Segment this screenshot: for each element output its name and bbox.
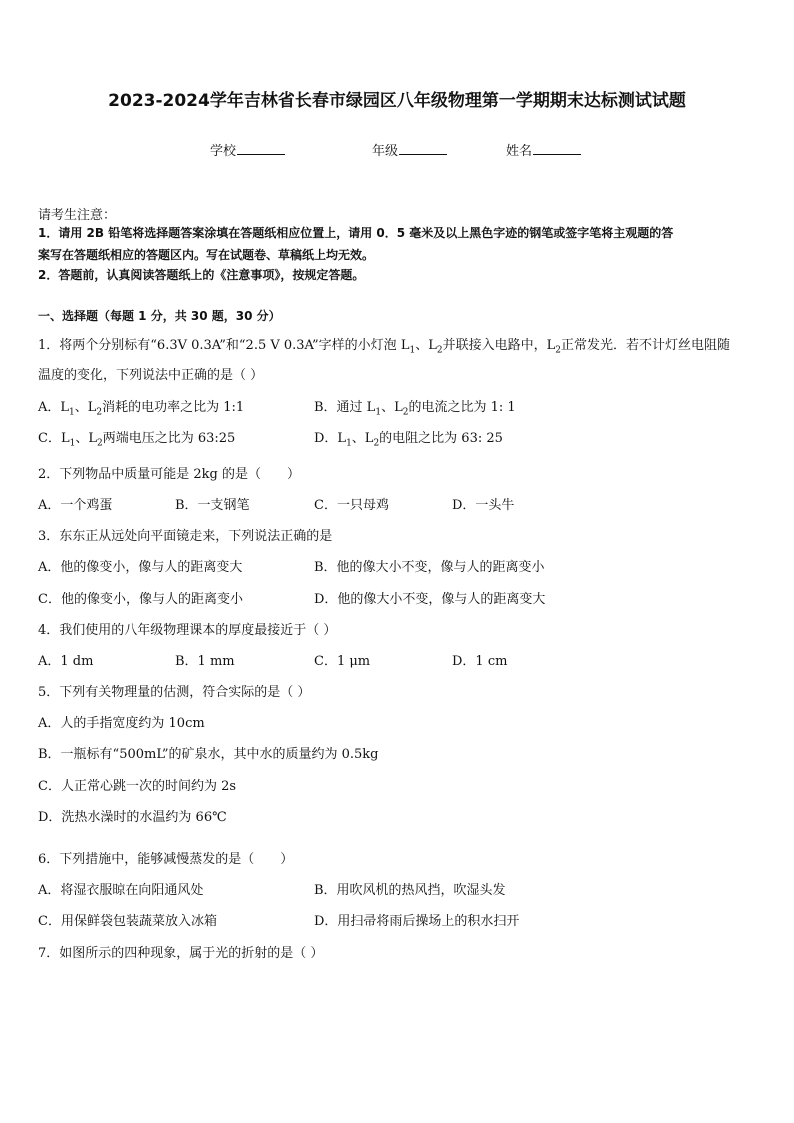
q2-option-d[interactable]: D．一头牛	[452, 498, 515, 513]
school-label: 学校	[210, 144, 237, 159]
name-label: 姓名	[506, 144, 533, 159]
q6-option-b[interactable]: B．用吹风机的热风挡，吹湿头发	[314, 883, 506, 898]
school-field	[210, 140, 285, 159]
q1-text-b: 、L	[415, 338, 437, 353]
opt-text: B．通过 L	[314, 400, 376, 415]
q4-option-b[interactable]: B．1 mm	[175, 654, 235, 669]
opt-text: D．L	[314, 431, 347, 446]
q3-option-d[interactable]: D．他的像大小不变，像与人的距离变大	[314, 592, 546, 607]
q1-text-a: 1．将两个分别标有“6.3V 0.3A”和“2.5 V 0.3A”字样的小灯泡 L	[38, 338, 410, 353]
opt-sub: 1	[346, 438, 352, 449]
opt-text: 、L	[75, 431, 97, 446]
q2-stem: 2．下列物品中质量可能是 2kg 的是（ ）	[38, 467, 301, 482]
q1-option-a[interactable]	[38, 396, 244, 418]
page-title: 2023-2024学年吉林省长春市绿园区八年级物理第一学期期末达标测试试题	[108, 91, 686, 111]
q3-stem: 3．东东正从远处向平面镜走来，下列说法正确的是	[38, 529, 333, 544]
notice-heading: 请考生注意：	[38, 208, 117, 223]
grade-field	[372, 140, 447, 159]
opt-sub: 2	[96, 438, 103, 449]
q1-option-d[interactable]	[314, 427, 503, 449]
opt-sub: 2	[402, 407, 409, 418]
q1-sub: 2	[436, 345, 443, 356]
q7-stem: 7．如图所示的四种现象，属于光的折射的是（ ）	[38, 946, 324, 961]
opt-text: C．L	[38, 431, 70, 446]
opt-text: 、L	[74, 400, 97, 415]
q1-stem-line1	[38, 334, 730, 356]
opt-text: 的电阻之比为 63: 25	[379, 431, 503, 446]
opt-sub: 2	[96, 407, 103, 418]
opt-text: 、L	[351, 431, 374, 446]
opt-text: 、L	[381, 400, 403, 415]
opt-text: A．L	[38, 400, 70, 415]
q5-option-a[interactable]: A．人的手指宽度约为 10cm	[38, 716, 205, 731]
q4-option-a[interactable]: A．1 dm	[38, 654, 94, 669]
q1-option-c[interactable]	[38, 427, 235, 449]
opt-sub: 1	[69, 407, 75, 418]
q6-option-d[interactable]: D．用扫帚将雨后操场上的积水扫开	[314, 914, 520, 929]
q1-text-d: 正常发光．若不计灯丝电阻随	[560, 338, 730, 353]
q2-option-a[interactable]: A．一个鸡蛋	[38, 498, 113, 513]
opt-sub: 1	[375, 407, 382, 418]
section-heading: 一、选择题（每题 1 分，共 30 题，30 分）	[38, 309, 281, 323]
opt-sub: 1	[69, 438, 76, 449]
notice-item-1-cont: 案写在答题纸相应的答题区内。写在试题卷、草稿纸上均无效。	[38, 248, 375, 262]
grade-blank	[399, 142, 447, 155]
q6-option-c[interactable]: C．用保鲜袋包装蔬菜放入冰箱	[38, 914, 217, 929]
q5-option-c[interactable]: C．人正常心跳一次的时间约为 2s	[38, 779, 237, 794]
q4-stem: 4．我们使用的八年级物理课本的厚度最接近于（ ）	[38, 623, 337, 638]
q5-stem: 5．下列有关物理量的估测，符合实际的是（ ）	[38, 685, 311, 700]
name-field	[506, 140, 581, 159]
q1-option-b[interactable]	[314, 396, 516, 418]
notice-item-2: 2．答题前，认真阅读答题纸上的《注意事项》，按规定答题。	[38, 268, 365, 282]
school-blank	[237, 142, 285, 155]
q3-option-b[interactable]: B．他的像大小不变，像与人的距离变小	[314, 560, 545, 575]
notice-item-1: 1．请用 2B 铅笔将选择题答案涂填在答题纸相应位置上，请用 0．5 毫米及以上黑色字迹的钢笔或签字笔将主观题的答	[38, 226, 674, 240]
q3-option-a[interactable]: A．他的像变小，像与人的距离变大	[38, 560, 243, 575]
q6-stem: 6．下列措施中，能够减慢蒸发的是（ ）	[38, 852, 294, 867]
q1-sub: 2	[555, 345, 561, 356]
opt-text: 的电流之比为 1: 1	[408, 400, 516, 415]
q4-option-c[interactable]: C．1 μm	[314, 654, 371, 669]
q1-text-c: 并联接入电路中，L	[442, 338, 556, 353]
q1-sub: 1	[409, 345, 416, 356]
opt-sub: 2	[373, 438, 380, 449]
q5-option-d[interactable]: D．洗热水澡时的水温约为 66℃	[38, 810, 227, 825]
q4-option-d[interactable]: D．1 cm	[452, 654, 508, 669]
opt-text: 两端电压之比为 63:25	[102, 431, 236, 446]
grade-label: 年级	[372, 144, 399, 159]
opt-text: 消耗的电功率之比为 1:1	[102, 400, 245, 415]
q5-option-b[interactable]: B．一瓶标有“500mL”的矿泉水，其中水的质量约为 0.5kg	[38, 747, 379, 762]
q6-option-a[interactable]: A．将湿衣服晾在向阳通风处	[38, 883, 204, 898]
q3-option-c[interactable]: C．他的像变小，像与人的距离变小	[38, 592, 243, 607]
q1-stem-line2: 温度的变化，下列说法中正确的是（ ）	[38, 368, 264, 383]
q2-option-c[interactable]: C．一只母鸡	[314, 498, 389, 513]
name-blank	[533, 142, 581, 155]
q2-option-b[interactable]: B．一支钢笔	[175, 498, 250, 513]
